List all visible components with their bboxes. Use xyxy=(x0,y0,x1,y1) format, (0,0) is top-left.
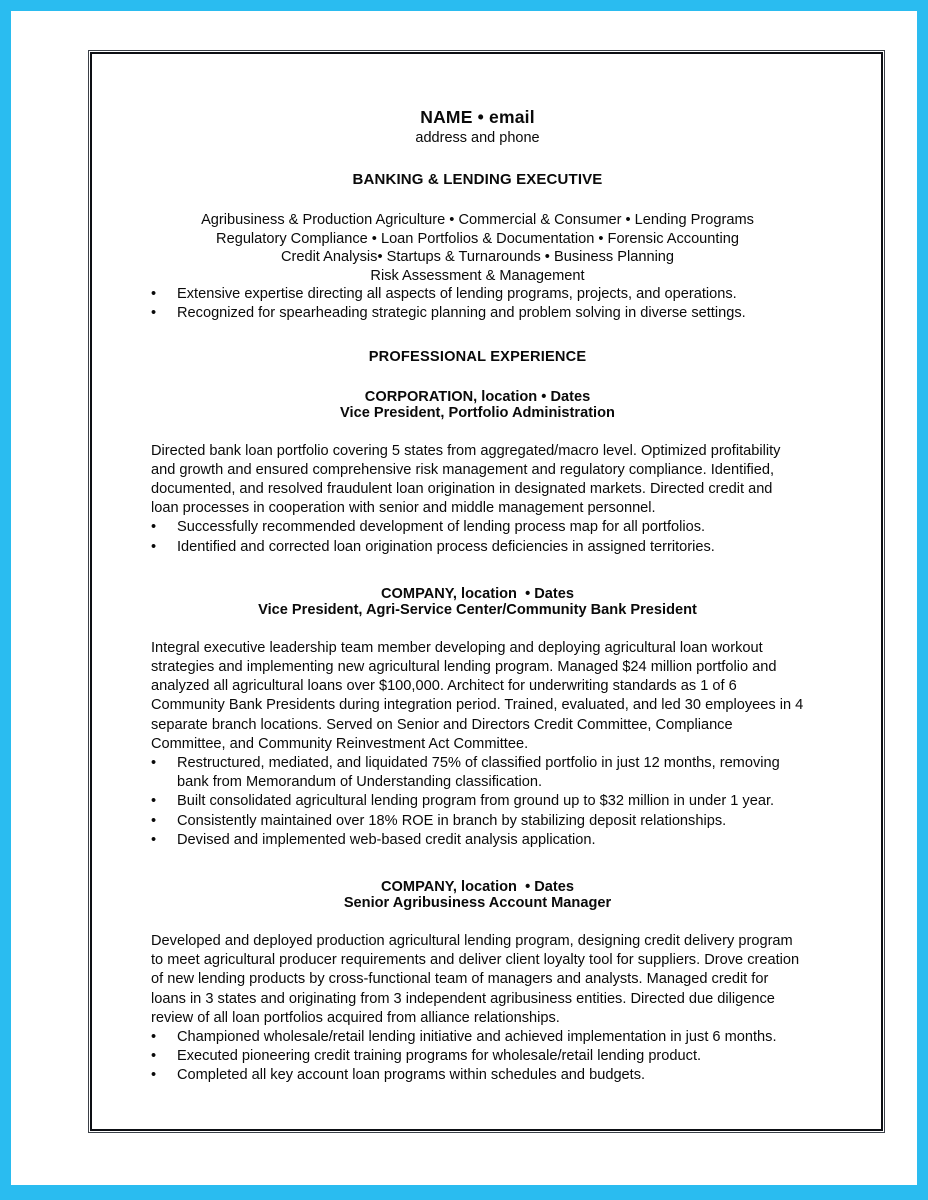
list-item xyxy=(151,831,804,850)
list-item xyxy=(151,518,804,537)
core-competencies-block xyxy=(151,211,804,285)
list-item xyxy=(151,792,804,811)
list-item xyxy=(151,285,804,304)
job-description-paragraph: Directed bank loan portfolio covering 5 states from aggregated/macro level. Optimized profitability and growth and ensured comprehensive risk management and regulatory compliance. Identified, documented, and resolved fraudulent loan origination in designated markets. Directed credit and loan processes in cooperation with senior and middle management personnel. xyxy=(151,442,781,517)
list-item-text: Devised and implemented web-based credit analysis application. xyxy=(177,831,596,848)
job-entry xyxy=(151,879,804,911)
job-organization: COMPANY, location • Dates xyxy=(381,878,574,895)
list-item xyxy=(151,754,804,792)
job-description-paragraph: Integral executive leadership team member developing and deploying agricultural loan workout strategies and implementing new agricultural lending program. Managed $24 million portfolio and analyzed all agricultural loans over $100,000. Architect for underwriting standards as 1 of 6 Community Bank Presidents during integration period. Trained, evaluated, and led 30 employees in 4 separate branch locations. Served on Senior and Directors Credit Committee, Compliance Committee, and Community Reinvestment Act Committee. xyxy=(151,639,804,752)
job-title: Vice President, Agri-Service Center/Community Bank President xyxy=(258,601,697,618)
list-item-text: Executed pioneering credit training programs for wholesale/retail lending product. xyxy=(177,1048,702,1065)
competency-line: Risk Assessment & Management xyxy=(370,267,585,284)
candidate-contact-line: address and phone xyxy=(415,130,540,147)
list-item-text: Extensive expertise directing all aspects of lending programs, projects, and operations. xyxy=(177,286,737,303)
candidate-name-line: NAME • email xyxy=(420,107,535,127)
bullet-marker-icon: • xyxy=(151,831,157,848)
page-canvas xyxy=(11,11,917,1185)
section-heading-professional-experience: PROFESSIONAL EXPERIENCE xyxy=(368,348,587,365)
job-entry xyxy=(151,389,804,421)
job-achievements-list xyxy=(151,518,804,556)
job-entry xyxy=(151,586,804,618)
bullet-marker-icon: • xyxy=(151,812,157,829)
list-item-text: Recognized for spearheading strategic planning and problem solving in diverse settings. xyxy=(177,305,746,322)
job-achievements-list xyxy=(151,1028,804,1086)
list-item-text: Identified and corrected loan origination process deficiencies in assigned territories. xyxy=(177,538,715,555)
list-item-text: Consistently maintained over 18% ROE in branch by stabilizing deposit relationships. xyxy=(177,812,727,829)
resume-headline: BANKING & LENDING EXECUTIVE xyxy=(352,171,603,189)
job-organization: COMPANY, location • Dates xyxy=(381,585,574,602)
competency-line: Credit Analysis• Startups & Turnarounds • Business Planning xyxy=(280,249,675,266)
list-item-text: Successfully recommended development of lending process map for all portfolios. xyxy=(177,519,706,536)
competency-line: Regulatory Compliance • Loan Portfolios & Documentation • Forensic Accounting xyxy=(216,230,739,247)
bullet-marker-icon: • xyxy=(151,1029,157,1045)
job-title: Vice President, Portfolio Administration xyxy=(340,404,615,421)
list-item xyxy=(151,1028,804,1047)
resume-document-frame xyxy=(90,52,883,1131)
job-description-paragraph: Developed and deployed production agricultural lending program, designing credit delivery program to meet agricultural producer requirements and deliver client loyalty tool for suppliers. Drove creation of new lending products by cross-functional team of managers and analysts. Managed credit for loans in 3 states and originating from 3 independent agribusiness entities. Directed due diligence review of all loan portfolios acquired from alliance relationships. xyxy=(151,932,800,1026)
list-item xyxy=(151,304,804,323)
competency-line: Agribusiness & Production Agriculture • Commercial & Consumer • Lending Programs xyxy=(201,212,754,229)
job-achievements-list xyxy=(151,754,804,850)
list-item-text: Restructured, mediated, and liquidated 75% of classified portfolio in just 12 months, removing bank from Memorandum of Understanding classification. xyxy=(177,754,780,791)
list-item xyxy=(151,1066,804,1085)
bullet-marker-icon: • xyxy=(151,305,157,322)
list-item-text: Built consolidated agricultural lending program from ground up to $32 million in under 1 year. xyxy=(177,793,775,810)
bullet-marker-icon: • xyxy=(151,793,157,810)
summary-bullet-list xyxy=(151,285,804,323)
list-item xyxy=(151,1047,804,1066)
list-item xyxy=(151,538,804,557)
bullet-marker-icon: • xyxy=(151,1067,157,1084)
job-organization: CORPORATION, location • Dates xyxy=(364,388,591,405)
list-item xyxy=(151,812,804,831)
bullet-marker-icon: • xyxy=(151,1048,157,1065)
resume-content xyxy=(151,54,804,1129)
bullet-marker-icon: • xyxy=(151,519,157,536)
bullet-marker-icon: • xyxy=(151,538,157,555)
job-title: Senior Agribusiness Account Manager xyxy=(343,894,612,911)
list-item-text: Completed all key account loan programs within schedules and budgets. xyxy=(177,1067,646,1084)
bullet-marker-icon: • xyxy=(151,754,157,771)
bullet-marker-icon: • xyxy=(151,286,157,303)
list-item-text: Championed wholesale/retail lending initiative and achieved implementation in just 6 months. xyxy=(177,1029,777,1045)
